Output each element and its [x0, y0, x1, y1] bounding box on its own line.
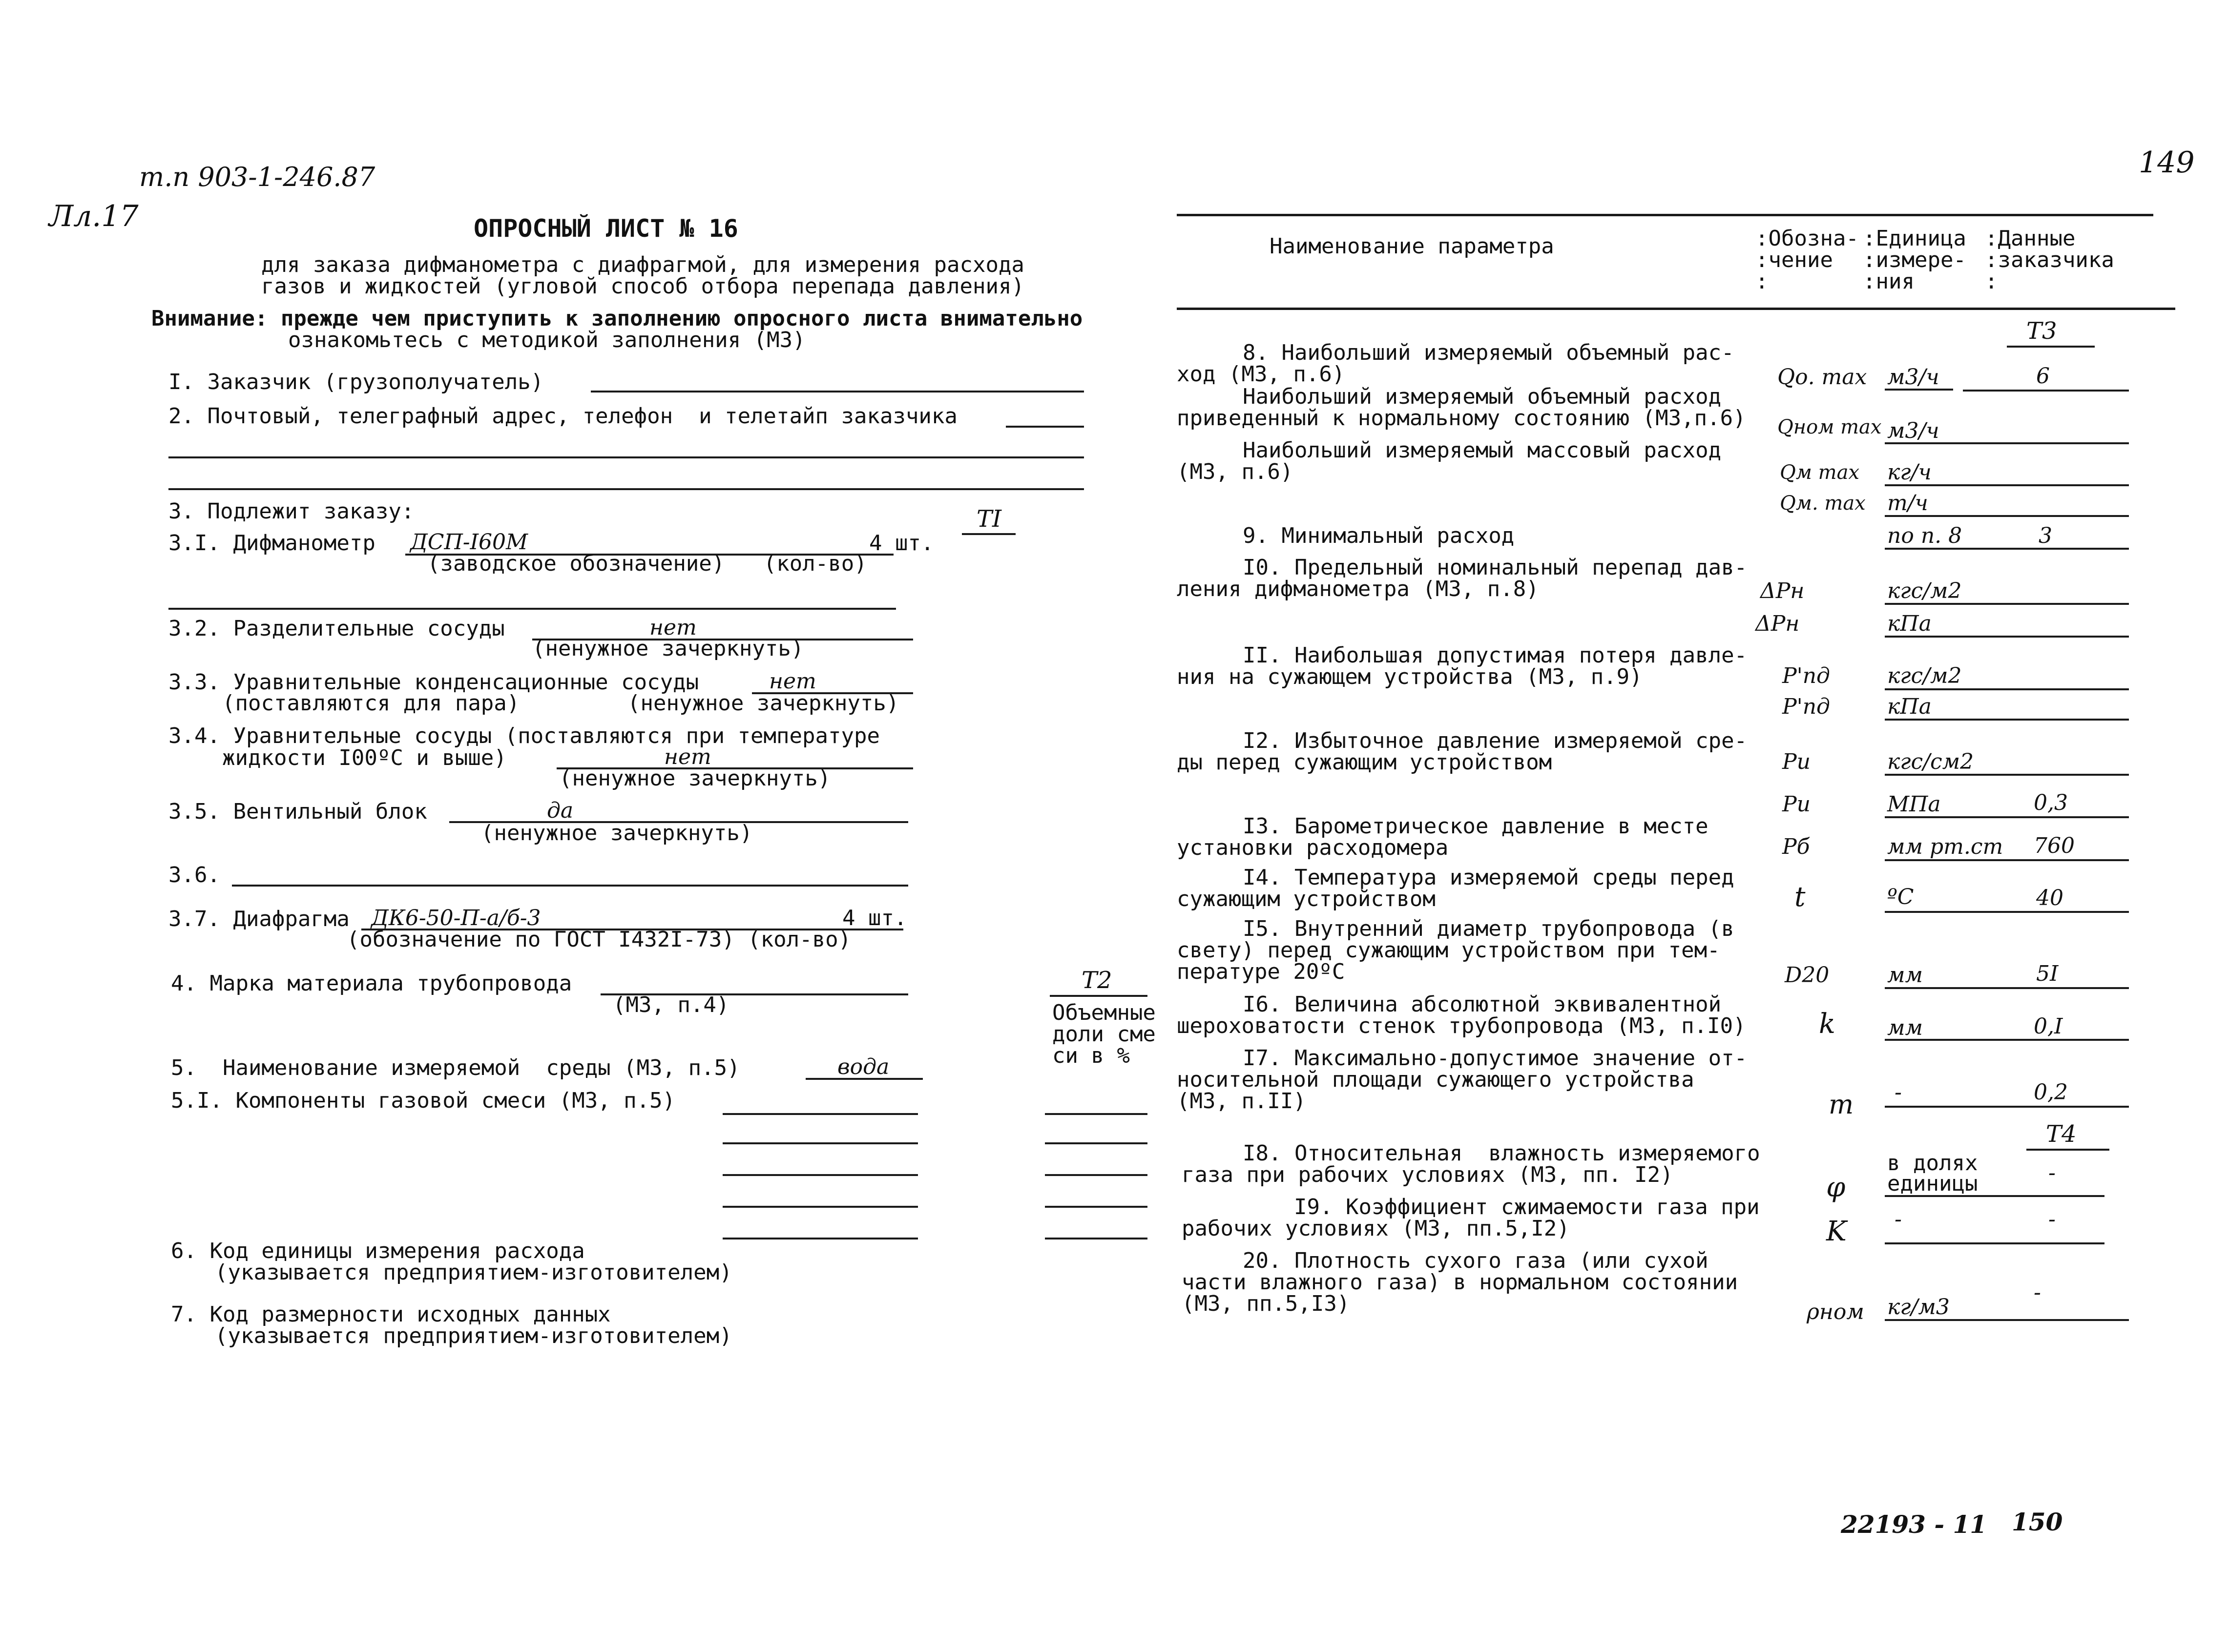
separators-hint: (ненужное зачеркнуть)	[532, 636, 804, 661]
param-17-value: 0,2	[2034, 1080, 2068, 1105]
param-11b-unit: кПа	[1887, 694, 1932, 719]
param-8c-unit: кг/ч	[1887, 460, 1932, 485]
table-mark-t3: T3	[2026, 317, 2057, 345]
column-header-unit-3: :ния	[1863, 269, 1915, 294]
gas-share-line-4	[1045, 1206, 1147, 1208]
footer-page: 150	[2012, 1507, 2063, 1536]
param-8-value: 6	[2036, 364, 2050, 389]
param-15-line-3: пературе 20ºC	[1177, 959, 1345, 984]
column-header-symbol-1: :Обозна-	[1755, 226, 1859, 251]
attention-line-1: Внимание: прежде чем приступить к заполнению опросного листа внимательно	[151, 306, 1083, 331]
gas-component-line-5	[723, 1238, 918, 1239]
param-8-line-2: ход (МЗ, п.6)	[1177, 362, 1345, 387]
item-3-4-equalizers: 3.4. Уравнительные сосуды (поставляются при температуре	[168, 723, 880, 748]
attention-line-2: ознакомьтесь с методикой заполнения (МЗ)	[288, 328, 806, 352]
param-11b-line	[1885, 719, 2129, 721]
param-16-line	[1885, 1039, 2129, 1041]
param-8d-line	[1885, 515, 2129, 517]
condensers-hint: (ненужное зачеркнуть)	[627, 691, 899, 716]
param-15-line	[1885, 987, 2129, 989]
param-20-line-3: (МЗ, пп.5,I3)	[1182, 1291, 1350, 1316]
column-header-symbol-3: :	[1755, 269, 1769, 294]
param-20-line	[1885, 1319, 2129, 1321]
gas-component-line-1	[723, 1113, 918, 1115]
param-11b-symbol: P'пд	[1782, 694, 1830, 719]
param-10b-symbol: ΔPн	[1755, 611, 1800, 636]
param-19-line-2: рабочих условиях (МЗ, пп.5,I2)	[1182, 1216, 1570, 1241]
gas-share-line-1	[1045, 1113, 1147, 1115]
diaphragm-qty: 4 шт.	[842, 906, 907, 930]
item-5-medium: 5. Наименование измеряемой среды (МЗ, п.5)	[171, 1055, 740, 1080]
param-11-line	[1885, 688, 2129, 690]
param-8-unit: м3/ч	[1887, 365, 1939, 390]
param-16-unit: мм	[1887, 1015, 1923, 1040]
param-13-line-2: установки расходомера	[1177, 835, 1449, 860]
diaphragm-value: ДК6-50-П-а/б-3	[371, 906, 541, 930]
item-5-1-gas-components: 5.I. Компоненты газовой смеси (МЗ, п.5)	[171, 1088, 676, 1113]
table-mark-t1: TI	[977, 505, 1001, 533]
param-16-symbol: k	[1819, 1008, 1835, 1040]
param-15-symbol: D20	[1785, 963, 1830, 988]
param-16-line-1: I6. Величина абсолютной эквивалентной	[1243, 992, 1722, 1017]
param-17-symbol: m	[1829, 1089, 1854, 1120]
column-header-data-1: :Данные	[1985, 226, 2076, 251]
table-header-rule	[1177, 308, 2175, 310]
param-17-line-3: (МЗ, п.II)	[1177, 1089, 1306, 1114]
gas-component-line-4	[723, 1206, 918, 1208]
param-14-unit: ºC	[1887, 885, 1914, 909]
t2-hint-2: доли сме	[1052, 1022, 1156, 1047]
item-3-6: 3.6.	[168, 863, 220, 888]
param-8c-line-2: (МЗ, п.6)	[1177, 459, 1293, 484]
param-9-unit: по п. 8	[1887, 523, 1962, 548]
table-mark-t4: T4	[2046, 1120, 2077, 1148]
pipe-material-hint: (МЗ, п.4)	[613, 992, 729, 1017]
address-field-line-2	[168, 456, 1084, 458]
param-9-line	[1885, 548, 2129, 550]
t4-underline	[2026, 1149, 2109, 1151]
param-11-symbol: P'пд	[1782, 663, 1830, 688]
param-10-unit: кгс/м2	[1887, 578, 1962, 603]
medium-field-line	[806, 1078, 923, 1080]
param-13-line	[1885, 859, 2129, 861]
item-3-2-separators: 3.2. Разделительные сосуды	[168, 616, 505, 641]
param-14-line	[1885, 911, 2129, 913]
t2-hint-1: Объемные	[1052, 1000, 1156, 1025]
param-19-unit: -	[1895, 1207, 1902, 1232]
param-18-symbol: φ	[1826, 1172, 1846, 1203]
param-17-unit: -	[1895, 1080, 1902, 1105]
param-18-line-1: I8. Относительная влажность измеряемого	[1243, 1141, 1760, 1166]
param-8b-line	[1885, 442, 2129, 444]
param-13-symbol: Pб	[1782, 834, 1810, 859]
param-15-unit: мм	[1887, 963, 1923, 988]
item-6-note: (указывается предприятием-изготовителем)	[215, 1260, 732, 1285]
param-14-line-2: сужающим устройством	[1177, 887, 1436, 911]
equalizers-temp-note: жидкости I00ºC и выше)	[222, 745, 507, 770]
param-14-value: 40	[2036, 886, 2063, 910]
param-10b-line	[1885, 636, 2129, 638]
gas-component-line-2	[723, 1142, 918, 1144]
subtitle-line-1: для заказа дифманометра с диафрагмой, для измерения расхода	[261, 252, 1024, 277]
item-3-3-condensers: 3.3. Уравнительные конденсационные сосуды	[168, 670, 699, 695]
param-12-line	[1885, 774, 2129, 776]
param-16-value: 0,I	[2034, 1014, 2063, 1039]
param-12-symbol: Pи	[1782, 749, 1811, 774]
param-12b-value: 0,3	[2034, 790, 2068, 815]
param-17-line-2: носительной площади сужающего устройства	[1177, 1067, 1694, 1092]
param-14-line-1: I4. Температура измеряемой среды перед	[1243, 865, 1734, 890]
table-top-rule	[1177, 214, 2153, 216]
param-8-symbol: Qо. max	[1777, 365, 1867, 390]
param-8-unit-line	[1885, 389, 1953, 391]
param-8b-line-1: Наибольший измеряемый объемный расход	[1243, 384, 1722, 409]
param-20-line-1: 20. Плотность сухого газа (или сухой	[1243, 1248, 1708, 1273]
param-12b-line	[1885, 816, 2129, 818]
param-13-unit: мм рт.ст	[1887, 834, 2003, 859]
t1-underline	[962, 533, 1016, 535]
medium-value: вода	[837, 1054, 890, 1079]
param-16-line-2: шероховатости стенок трубопровода (МЗ, п.I0)	[1177, 1013, 1746, 1038]
condensers-value: нет	[769, 669, 816, 694]
manometer-hint: (заводское обозначение) (кол-во)	[427, 551, 867, 576]
item-7-dimension-code: 7. Код размерности исходных данных	[171, 1302, 611, 1327]
param-8d-symbol: Qм. max	[1780, 492, 1866, 515]
item-6-flow-unit-code: 6. Код единицы измерения расхода	[171, 1239, 585, 1263]
manometer-line-2	[168, 608, 896, 610]
param-20-value: -	[2034, 1280, 2041, 1305]
param-15-line-1: I5. Внутренний диаметр трубопровода (в	[1243, 916, 1734, 941]
param-19-line	[1885, 1242, 2104, 1244]
manometer-value: ДСП-I60М	[410, 530, 528, 555]
param-19-symbol: K	[1826, 1216, 1847, 1247]
param-18-unit-line-1: в долях	[1887, 1151, 1978, 1176]
item-3-1-manometer: 3.I. Дифманометр	[168, 531, 375, 556]
param-13-line-1: I3. Барометрическое давление в месте	[1243, 814, 1708, 839]
param-17-line-1: I7. Максимально-допустимое значение от-	[1243, 1046, 1748, 1071]
param-10-line-1: I0. Предельный номинальный перепад дав-	[1243, 555, 1748, 580]
param-8c-line	[1885, 484, 2129, 486]
param-18-line	[1885, 1195, 2104, 1197]
equalizers-hint: (ненужное зачеркнуть)	[559, 766, 831, 791]
column-header-data-3: :	[1985, 269, 1998, 294]
param-11-unit: кгс/м2	[1887, 663, 1962, 688]
gas-share-line-3	[1045, 1174, 1147, 1176]
item-3-7-diaphragm: 3.7. Диафрагма	[168, 907, 350, 931]
manometer-qty: 4 шт.	[869, 531, 934, 556]
param-9-value: 3	[2039, 523, 2052, 548]
param-17-line	[1885, 1106, 2129, 1108]
table-mark-t2: T2	[1082, 967, 1112, 994]
param-20-symbol: ρном	[1807, 1300, 1864, 1324]
param-10b-unit: кПа	[1887, 611, 1932, 636]
item-4-pipe-material: 4. Марка материала трубопровода	[171, 971, 572, 996]
item-1-customer: I. Заказчик (грузополучатель)	[168, 370, 544, 394]
param-12-line-1: I2. Избыточное давление измеряемой сре-	[1243, 728, 1748, 753]
param-8c-line-1: Наибольший измеряемый массовый расход	[1243, 438, 1722, 463]
item-3-5-valve-block: 3.5. Вентильный блок	[168, 799, 427, 824]
param-8-value-line	[1963, 390, 2129, 392]
address-field-line-3	[168, 488, 1084, 490]
page-title: ОПРОСНЫЙ ЛИСТ № 16	[474, 214, 738, 243]
diaphragm-hint: (обозначение по ГОСТ I432I-73) (кол-во)	[347, 927, 852, 952]
param-12b-unit: МПа	[1887, 792, 1941, 817]
param-8b-unit: м3/ч	[1887, 418, 1939, 443]
param-12-line-2: ды перед сужающим устройством	[1177, 750, 1552, 775]
param-13-value: 760	[2034, 833, 2075, 858]
column-header-unit-1: :Единица	[1863, 226, 1966, 251]
condensers-supply-note: (поставляются для пара)	[222, 691, 520, 716]
param-20-unit: кг/м3	[1887, 1295, 1950, 1320]
param-15-value: 5I	[2036, 961, 2059, 986]
valve-block-value: да	[547, 798, 574, 823]
param-20-line-2: части влажного газа) в нормальном состоянии	[1182, 1270, 1738, 1295]
param-8c-symbol: Qм max	[1780, 461, 1860, 484]
param-11-line-1: II. Наибольшая допустимая потеря давле-	[1243, 643, 1748, 668]
param-8b-line-2: приведенный к нормальному состоянию (МЗ,п.6)	[1177, 406, 1746, 431]
column-header-symbol-2: :чение	[1755, 248, 1833, 272]
gas-component-line-3	[723, 1174, 918, 1176]
param-8d-unit: т/ч	[1887, 491, 1928, 516]
address-field-line-1	[1006, 426, 1084, 428]
t2-hint-3: си в %	[1052, 1043, 1130, 1068]
param-15-line-2: свету) перед сужающим устройством при тем-	[1177, 938, 1720, 963]
param-10-line	[1885, 603, 2129, 605]
item-7-note: (указывается предприятием-изготовителем)	[215, 1323, 732, 1348]
item-3-order: 3. Подлежит заказу:	[168, 499, 415, 524]
param-18-value: -	[2048, 1160, 2056, 1185]
param-12b-symbol: Pи	[1782, 792, 1811, 817]
subtitle-line-2: газов и жидкостей (угловой способ отбора перепада давления)	[261, 274, 1024, 299]
param-8b-symbol: Qном max	[1777, 416, 1882, 438]
param-10-line-2: ления дифманометра (МЗ, п.8)	[1177, 577, 1539, 601]
gas-share-line-5	[1045, 1238, 1147, 1239]
page-number: 149	[2139, 145, 2195, 180]
sheet-mark: Лл.17	[49, 199, 139, 233]
item-3-6-field-line	[232, 885, 908, 887]
column-header-data-2: :заказчика	[1985, 248, 2114, 272]
customer-field-line	[591, 391, 1084, 392]
valve-block-hint: (ненужное зачеркнуть)	[481, 821, 753, 846]
param-11-line-2: ния на сужающем устройства (МЗ, п.9)	[1177, 664, 1643, 689]
param-19-line-1: I9. Коэффициент сжимаемости газа при	[1294, 1195, 1760, 1219]
param-12-unit: кгс/см2	[1887, 749, 1974, 774]
column-header-unit-2: :измере-	[1863, 248, 1966, 272]
param-8-line-1: 8. Наибольший измеряемый объемный рас-	[1243, 340, 1734, 365]
item-2-address: 2. Почтовый, телеграфный адрес, телефон и телетайп заказчика	[168, 404, 958, 429]
param-19-value: -	[2048, 1207, 2056, 1232]
gas-share-line-2	[1045, 1142, 1147, 1144]
separators-value: нет	[649, 615, 697, 640]
t2-underline	[1050, 995, 1147, 997]
param-10-symbol: ΔPн	[1760, 578, 1805, 603]
footer-code: 22193 - 11	[1841, 1510, 1987, 1539]
t3-underline	[2007, 346, 2095, 348]
param-18-unit-line-2: единицы	[1887, 1171, 1978, 1196]
equalizers-value: нет	[664, 744, 711, 769]
param-9: 9. Минимальный расход	[1243, 523, 1515, 548]
param-18-line-2: газа при рабочих условиях (МЗ, пп. I2)	[1182, 1162, 1673, 1187]
doc-code: т.п 903-1-246.87	[139, 162, 375, 192]
column-header-name: Наименование параметра	[1270, 234, 1554, 259]
param-14-symbol: t	[1794, 881, 1806, 913]
